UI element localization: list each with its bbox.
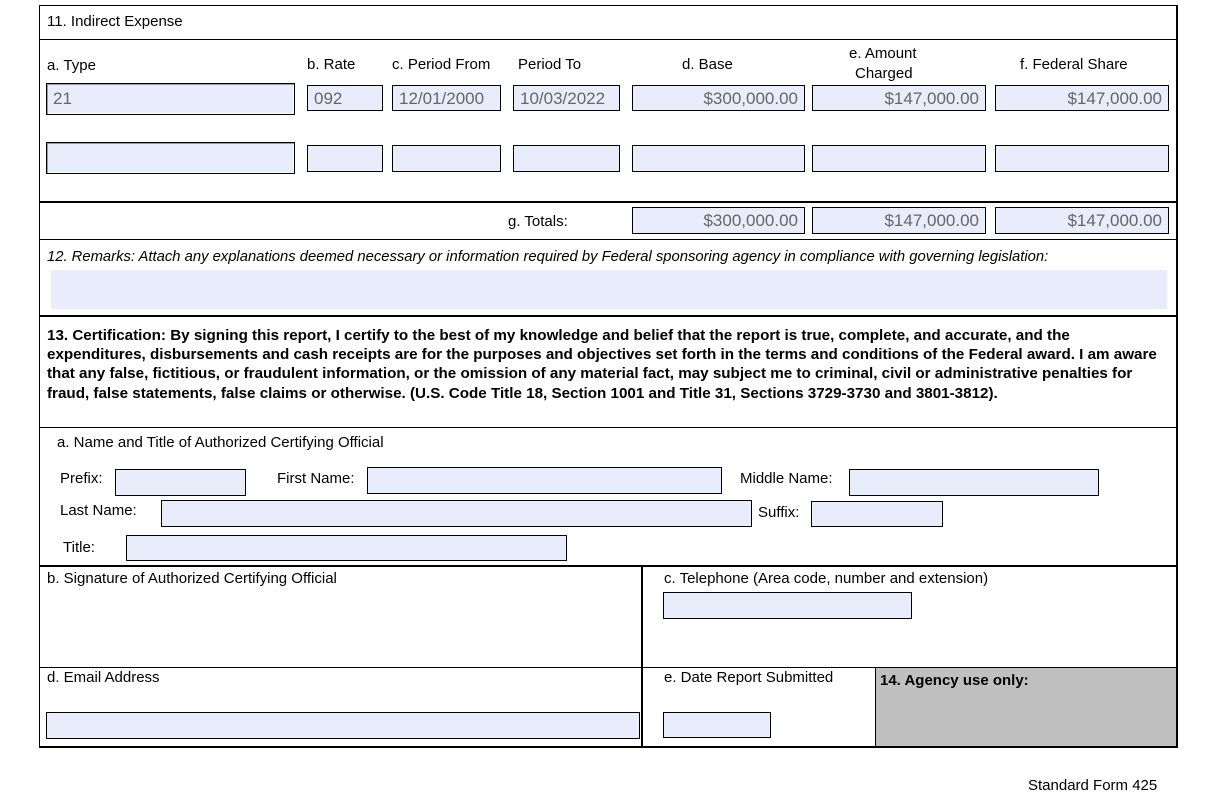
row2-period-to-field[interactable]: [513, 145, 620, 172]
header-base: d. Base: [682, 56, 733, 73]
suffix-label: Suffix:: [758, 504, 800, 521]
row1-base-field[interactable]: $300,000.00: [632, 85, 805, 111]
row1-period-to-field[interactable]: 10/03/2022: [513, 85, 620, 111]
row1-federal-share-field[interactable]: $147,000.00: [995, 85, 1169, 111]
date-submitted-label: e. Date Report Submitted: [664, 669, 834, 686]
row2-period-from-field[interactable]: [392, 145, 501, 172]
form-name-footer: Standard Form 425: [1028, 777, 1158, 794]
row1-type-field[interactable]: 21: [46, 83, 295, 115]
agency-use-label: 14. Agency use only:: [880, 672, 1029, 689]
form-border-bottom: [39, 746, 1178, 748]
divider-official: [39, 427, 1178, 428]
form-border-left: [39, 5, 40, 748]
certification-statement: 13. Certification: By signing this report, I certify to the best of my knowledge and belief that the report is true, complete, and accurate, and the expenditures, disbursements and cash receipts are for the purposes and objectives set forth in the terms and conditions of the Federal award. I am aware that any false, fictitious, or fraudulent information, or the omission of any material fact, may subject me to criminal, civil or administrative penalties for fraud, false statements, false claims or otherwise. (U.S. Code Title 18, Section 1001 and Title 31, Sections 3729-3730 and 3801-3812).: [47, 327, 1157, 402]
header-federal-share: f. Federal Share: [1020, 56, 1128, 73]
divider-section11-header: [39, 39, 1178, 40]
remarks-label: 12. Remarks: Attach any explanations deemed necessary or information required by Federal sponsoring agency in compliance with governing legislation:: [47, 249, 1049, 265]
signature-label: b. Signature of Authorized Certifying Official: [47, 570, 337, 587]
header-period-from: c. Period From: [392, 56, 491, 73]
row2-amount-charged-field[interactable]: [812, 145, 986, 172]
row2-type-field[interactable]: [46, 142, 295, 174]
email-field[interactable]: [46, 712, 640, 739]
title-field[interactable]: [126, 535, 567, 561]
last-name-field[interactable]: [161, 500, 752, 527]
email-label: d. Email Address: [47, 669, 160, 686]
row2-rate-field[interactable]: [307, 145, 383, 172]
first-name-label: First Name:: [277, 470, 355, 487]
divider-certification: [39, 315, 1178, 317]
row1-period-from-field[interactable]: 12/01/2000: [392, 85, 501, 111]
header-type: a. Type: [47, 57, 96, 74]
row1-rate-field[interactable]: 092: [307, 85, 383, 111]
form-border-right: [1176, 5, 1178, 748]
row2-federal-share-field[interactable]: [995, 145, 1169, 172]
telephone-field[interactable]: [663, 592, 912, 619]
telephone-label: c. Telephone (Area code, number and extension): [664, 570, 989, 587]
totals-amount-charged-field[interactable]: $147,000.00: [812, 207, 986, 234]
divider-signature: [39, 565, 1178, 567]
row2-base-field[interactable]: [632, 145, 805, 172]
suffix-field[interactable]: [811, 501, 943, 527]
divider-remarks: [39, 239, 1178, 240]
header-amount-charged-line2: Charged: [855, 65, 913, 82]
header-amount-charged-line1: e. Amount: [849, 45, 917, 62]
title-label: Title:: [63, 539, 95, 556]
totals-label: g. Totals:: [508, 213, 568, 230]
middle-name-label: Middle Name:: [740, 470, 833, 487]
divider-vertical-signature: [641, 566, 643, 748]
prefix-label: Prefix:: [60, 470, 103, 487]
totals-base-field[interactable]: $300,000.00: [632, 207, 805, 234]
date-submitted-field[interactable]: [663, 712, 771, 738]
middle-name-field[interactable]: [849, 469, 1099, 496]
totals-federal-share-field[interactable]: $147,000.00: [995, 207, 1169, 234]
header-period-to: Period To: [518, 56, 582, 73]
divider-totals: [39, 201, 1178, 203]
header-rate: b. Rate: [307, 56, 356, 73]
official-heading: a. Name and Title of Authorized Certifying Official: [57, 434, 384, 451]
section-11-title: 11. Indirect Expense: [47, 13, 183, 30]
remarks-field[interactable]: [51, 270, 1167, 309]
prefix-field[interactable]: [115, 469, 246, 496]
form-border-top: [39, 5, 1178, 6]
row1-amount-charged-field[interactable]: $147,000.00: [812, 85, 986, 111]
first-name-field[interactable]: [367, 467, 722, 494]
last-name-label: Last Name:: [60, 502, 137, 519]
